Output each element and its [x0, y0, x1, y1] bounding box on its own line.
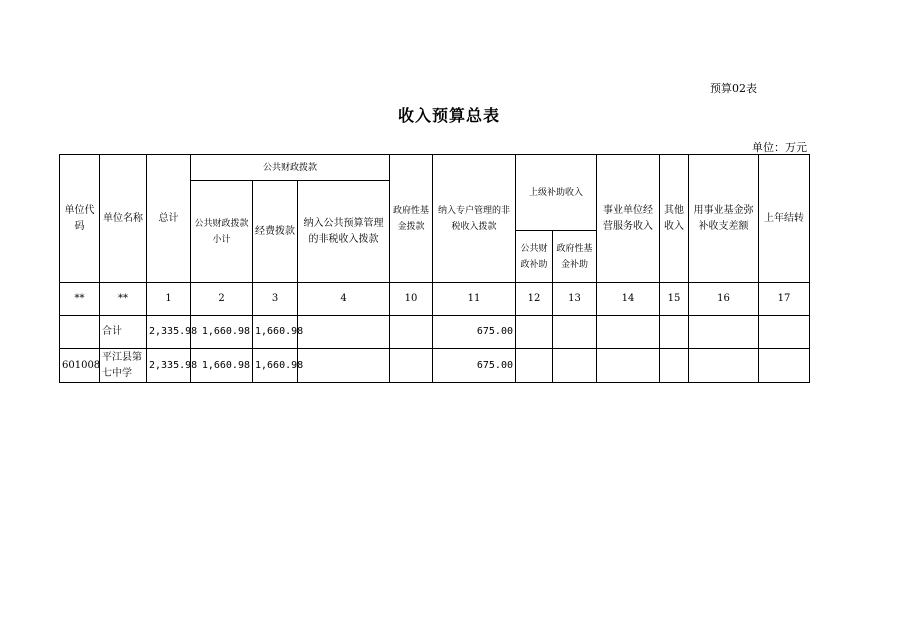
cell-business [597, 349, 660, 383]
cell-code [60, 316, 100, 349]
cell-last-year [759, 349, 810, 383]
cell-total: 2,335.98 [147, 316, 191, 349]
index-cell: 14 [597, 283, 660, 316]
table-row-total [60, 316, 810, 349]
cell-name: 合计 [100, 316, 147, 349]
cell-pf-subtotal: 1,660.98 [191, 349, 253, 383]
cell-last-year [759, 316, 810, 349]
cell-special-nontax: 675.00 [433, 316, 516, 349]
index-cell: 12 [516, 283, 553, 316]
index-cell: 13 [553, 283, 597, 316]
header-pf-subtotal: 公共财政拨款小计 [191, 181, 253, 283]
header-career-fund: 用事业基金弥补收支差额 [689, 155, 759, 283]
index-cell: ** [60, 283, 100, 316]
cell-special-nontax: 675.00 [433, 349, 516, 383]
header-ss-gov-fund: 政府性基金补助 [553, 231, 597, 283]
cell-career [689, 316, 759, 349]
cell-ss-pf [516, 316, 553, 349]
header-ss-public-finance: 公共财政补助 [516, 231, 553, 283]
cell-ss-pf [516, 349, 553, 383]
index-cell: 3 [253, 283, 298, 316]
cell-operating: 1,660.98 [253, 316, 298, 349]
header-unit-name: 单位名称 [100, 155, 147, 283]
index-cell: 10 [390, 283, 433, 316]
header-business-income: 事业单位经营服务收入 [597, 155, 660, 283]
header-public-finance: 公共财政拨款 [191, 155, 390, 181]
cell-other [660, 316, 689, 349]
index-cell: 1 [147, 283, 191, 316]
index-cell: 4 [298, 283, 390, 316]
header-unit-code: 单位代码 [60, 155, 100, 283]
header-special-nontax: 纳入专户管理的非税收入拨款 [433, 155, 516, 283]
header-gov-fund: 政府性基金拨款 [390, 155, 433, 283]
cell-pf-subtotal: 1,660.98 [191, 316, 253, 349]
index-cell: 11 [433, 283, 516, 316]
cell-other [660, 349, 689, 383]
cell-operating: 1,660.98 [253, 349, 298, 383]
header-operating-funds: 经费拨款 [253, 181, 298, 283]
cell-gov-fund [390, 349, 433, 383]
index-cell: 17 [759, 283, 810, 316]
cell-gov-fund [390, 316, 433, 349]
cell-name: 平江县第七中学 [100, 349, 147, 383]
cell-ss-gf [553, 349, 597, 383]
header-nontax-budget: 纳入公共预算管理的非税收入拨款 [298, 181, 390, 283]
cell-nontax [298, 316, 390, 349]
header-other-income: 其他收入 [660, 155, 689, 283]
header-total: 总计 [147, 155, 191, 283]
unit-label: 单位：万元 [752, 141, 807, 154]
header-row-1 [60, 155, 810, 181]
table-row [60, 349, 810, 383]
page-title: 收入预算总表 [397, 106, 500, 125]
budget-table [59, 154, 810, 383]
cell-ss-gf [553, 316, 597, 349]
header-superior-subsidy: 上级补助收入 [516, 155, 597, 231]
cell-business [597, 316, 660, 349]
cell-total: 2,335.98 [147, 349, 191, 383]
cell-career [689, 349, 759, 383]
index-cell: ** [100, 283, 147, 316]
index-row [60, 283, 810, 316]
header-last-year: 上年结转 [759, 155, 810, 283]
index-cell: 2 [191, 283, 253, 316]
index-cell: 15 [660, 283, 689, 316]
index-cell: 16 [689, 283, 759, 316]
cell-nontax [298, 349, 390, 383]
cell-code: 601008 [60, 349, 100, 383]
form-number: 预算02表 [710, 82, 757, 95]
